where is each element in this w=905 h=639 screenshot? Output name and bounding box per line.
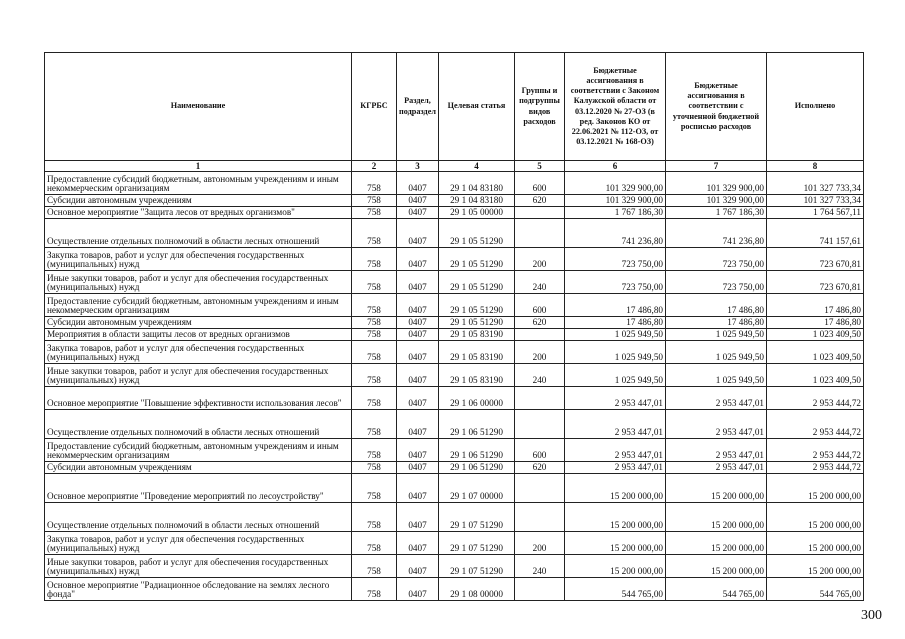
table-cell-expense-group: 240	[515, 364, 565, 387]
table-cell-section: 0407	[397, 532, 439, 555]
table-cell-refined-allocation: 17 486,80	[666, 294, 767, 317]
table-cell-expense-group: 200	[515, 532, 565, 555]
table-cell-executed: 2 953 444,72	[767, 439, 864, 462]
table-cell-target-article: 29 1 06 51290	[439, 462, 515, 474]
table-row	[45, 329, 864, 341]
table-cell-kgrbs: 758	[352, 364, 397, 387]
table-cell-kgrbs: 758	[352, 317, 397, 329]
table-cell-refined-allocation: 2 953 447,01	[666, 410, 767, 439]
table-cell-target-article: 29 1 05 51290	[439, 219, 515, 248]
table-cell-expense-group	[515, 387, 565, 410]
table-cell-refined-allocation: 1 025 949,50	[666, 329, 767, 341]
table-cell-kgrbs: 758	[352, 207, 397, 219]
table-cell-section: 0407	[397, 578, 439, 601]
table-cell-law-allocation: 17 486,80	[565, 317, 666, 329]
table-cell-section: 0407	[397, 503, 439, 532]
table-cell-target-article: 29 1 06 51290	[439, 410, 515, 439]
table-cell-executed: 741 157,61	[767, 219, 864, 248]
table-cell-executed: 1 023 409,50	[767, 329, 864, 341]
table-cell-law-allocation: 17 486,80	[565, 294, 666, 317]
table-body	[45, 161, 864, 601]
table-cell-law-allocation: 1 025 949,50	[565, 364, 666, 387]
table-cell-expense-group	[515, 503, 565, 532]
table-row	[45, 219, 864, 248]
table-row	[45, 294, 864, 317]
table-cell-refined-allocation: 1 025 949,50	[666, 341, 767, 364]
header-executed: Исполнено	[767, 53, 864, 161]
table-cell-kgrbs: 758	[352, 410, 397, 439]
table-cell-name: Мероприятия в области защиты лесов от вредных организмов	[45, 329, 352, 341]
table-row	[45, 364, 864, 387]
table-cell-kgrbs: 758	[352, 532, 397, 555]
table-cell-name: Основное мероприятие "Проведение мероприятий по лесоустройству"	[45, 474, 352, 503]
table-cell-executed: 15 200 000,00	[767, 532, 864, 555]
table-cell-executed: 1 023 409,50	[767, 341, 864, 364]
table-cell-name: Субсидии автономным учреждениям	[45, 462, 352, 474]
table-cell-kgrbs: 758	[352, 503, 397, 532]
table-cell-section: 0407	[397, 294, 439, 317]
table-cell-section: 0407	[397, 195, 439, 207]
table-cell-refined-allocation: 15 200 000,00	[666, 555, 767, 578]
table-cell-kgrbs: 758	[352, 271, 397, 294]
table-cell-expense-group	[515, 219, 565, 248]
table-cell-refined-allocation: 723 750,00	[666, 248, 767, 271]
table-row	[45, 578, 864, 601]
table-cell-target-article: 29 1 06 51290	[439, 439, 515, 462]
table-row	[45, 439, 864, 462]
table-cell-refined-allocation: 15 200 000,00	[666, 532, 767, 555]
table-cell-expense-group	[515, 410, 565, 439]
column-number: 1	[45, 161, 352, 172]
table-cell-expense-group: 600	[515, 439, 565, 462]
table-cell-name: Предоставление субсидий бюджетным, автономным учреждениям и иным некоммерческим организациям	[45, 172, 352, 195]
table-cell-executed: 101 327 733,34	[767, 172, 864, 195]
table-cell-target-article: 29 1 05 83190	[439, 341, 515, 364]
column-number: 8	[767, 161, 864, 172]
table-cell-law-allocation: 723 750,00	[565, 271, 666, 294]
table-cell-law-allocation: 2 953 447,01	[565, 462, 666, 474]
table-cell-kgrbs: 758	[352, 474, 397, 503]
column-number: 4	[439, 161, 515, 172]
table-cell-name: Субсидии автономным учреждениям	[45, 195, 352, 207]
table-cell-refined-allocation: 544 765,00	[666, 578, 767, 601]
table-cell-expense-group	[515, 207, 565, 219]
table-cell-name: Осуществление отдельных полномочий в области лесных отношений	[45, 410, 352, 439]
table-cell-section: 0407	[397, 248, 439, 271]
table-row	[45, 462, 864, 474]
table-cell-expense-group: 200	[515, 248, 565, 271]
table-cell-name: Предоставление субсидий бюджетным, автономным учреждениям и иным некоммерческим организациям	[45, 439, 352, 462]
table-row	[45, 503, 864, 532]
table-cell-section: 0407	[397, 172, 439, 195]
table-cell-kgrbs: 758	[352, 341, 397, 364]
table-cell-name: Основное мероприятие "Защита лесов от вредных организмов"	[45, 207, 352, 219]
table-cell-target-article: 29 1 05 51290	[439, 317, 515, 329]
table-cell-target-article: 29 1 07 51290	[439, 555, 515, 578]
table-cell-executed: 1 023 409,50	[767, 364, 864, 387]
header-kgrbs: КГРБС	[352, 53, 397, 161]
table-cell-executed: 15 200 000,00	[767, 503, 864, 532]
table-row	[45, 474, 864, 503]
table-cell-expense-group: 240	[515, 271, 565, 294]
table-cell-target-article: 29 1 07 00000	[439, 474, 515, 503]
table-cell-name: Иные закупки товаров, работ и услуг для обеспечения государственных (муниципальных) нужд	[45, 555, 352, 578]
table-cell-kgrbs: 758	[352, 195, 397, 207]
table-cell-kgrbs: 758	[352, 555, 397, 578]
column-number: 5	[515, 161, 565, 172]
table-row	[45, 172, 864, 195]
table-cell-target-article: 29 1 07 51290	[439, 532, 515, 555]
table-cell-law-allocation: 101 329 900,00	[565, 172, 666, 195]
table-cell-executed: 723 670,81	[767, 248, 864, 271]
table-row	[45, 248, 864, 271]
header-law-allocations: Бюджетные ассигнования в соответствии с Законом Калужской области от 03.12.2020 № 27-ОЗ (в ред. Законов КО от 22.06.2021 № 112-ОЗ, от 03.12.2021 № 168-ОЗ)	[565, 53, 666, 161]
table-row	[45, 341, 864, 364]
table-cell-target-article: 29 1 05 83190	[439, 364, 515, 387]
table-cell-name: Иные закупки товаров, работ и услуг для обеспечения государственных (муниципальных) нужд	[45, 364, 352, 387]
table-cell-law-allocation: 101 329 900,00	[565, 195, 666, 207]
budget-table	[44, 52, 864, 601]
table-cell-refined-allocation: 2 953 447,01	[666, 439, 767, 462]
table-cell-section: 0407	[397, 341, 439, 364]
table-cell-section: 0407	[397, 410, 439, 439]
table-cell-executed: 2 953 444,72	[767, 387, 864, 410]
table-cell-kgrbs: 758	[352, 439, 397, 462]
table-cell-section: 0407	[397, 317, 439, 329]
table-cell-target-article: 29 1 04 83180	[439, 195, 515, 207]
table-cell-kgrbs: 758	[352, 172, 397, 195]
table-cell-refined-allocation: 15 200 000,00	[666, 503, 767, 532]
table-cell-law-allocation: 2 953 447,01	[565, 439, 666, 462]
table-cell-executed: 15 200 000,00	[767, 474, 864, 503]
table-cell-refined-allocation: 2 953 447,01	[666, 387, 767, 410]
table-cell-expense-group	[515, 578, 565, 601]
table-cell-name: Закупка товаров, работ и услуг для обеспечения государственных (муниципальных) нужд	[45, 248, 352, 271]
table-cell-law-allocation: 1 025 949,50	[565, 341, 666, 364]
column-number-row	[45, 161, 864, 172]
table-cell-name: Иные закупки товаров, работ и услуг для обеспечения государственных (муниципальных) нужд	[45, 271, 352, 294]
table-cell-refined-allocation: 101 329 900,00	[666, 195, 767, 207]
table-cell-kgrbs: 758	[352, 387, 397, 410]
table-cell-expense-group	[515, 474, 565, 503]
table-cell-expense-group: 620	[515, 317, 565, 329]
table-row	[45, 195, 864, 207]
table-cell-target-article: 29 1 04 83180	[439, 172, 515, 195]
table-cell-name: Основное мероприятие "Повышение эффективности использования лесов"	[45, 387, 352, 410]
table-cell-section: 0407	[397, 439, 439, 462]
table-cell-law-allocation: 544 765,00	[565, 578, 666, 601]
header-name: Наименование	[45, 53, 352, 161]
table-cell-law-allocation: 15 200 000,00	[565, 503, 666, 532]
table-cell-kgrbs: 758	[352, 462, 397, 474]
table-cell-name: Осуществление отдельных полномочий в области лесных отношений	[45, 219, 352, 248]
budget-document	[44, 52, 863, 601]
table-cell-section: 0407	[397, 219, 439, 248]
table-cell-section: 0407	[397, 462, 439, 474]
table-cell-executed: 17 486,80	[767, 317, 864, 329]
header-groups: Группы и подгруппы видов расходов	[515, 53, 565, 161]
table-cell-kgrbs: 758	[352, 294, 397, 317]
table-cell-executed: 2 953 444,72	[767, 462, 864, 474]
table-row	[45, 207, 864, 219]
page-number: 300	[861, 608, 882, 623]
table-cell-executed: 2 953 444,72	[767, 410, 864, 439]
table-cell-executed: 17 486,80	[767, 294, 864, 317]
table-cell-executed: 101 327 733,34	[767, 195, 864, 207]
table-cell-name: Закупка товаров, работ и услуг для обеспечения государственных (муниципальных) нужд	[45, 532, 352, 555]
table-cell-target-article: 29 1 05 51290	[439, 248, 515, 271]
table-cell-refined-allocation: 15 200 000,00	[666, 474, 767, 503]
table-cell-law-allocation: 1 767 186,30	[565, 207, 666, 219]
header-target: Целевая статья	[439, 53, 515, 161]
table-cell-target-article: 29 1 05 51290	[439, 271, 515, 294]
column-number: 7	[666, 161, 767, 172]
table-cell-name: Осуществление отдельных полномочий в области лесных отношений	[45, 503, 352, 532]
table-cell-refined-allocation: 2 953 447,01	[666, 462, 767, 474]
table-cell-executed: 723 670,81	[767, 271, 864, 294]
table-cell-section: 0407	[397, 271, 439, 294]
table-cell-refined-allocation: 723 750,00	[666, 271, 767, 294]
table-cell-refined-allocation: 17 486,80	[666, 317, 767, 329]
header-section: Раздел, подраздел	[397, 53, 439, 161]
table-row	[45, 410, 864, 439]
table-row	[45, 555, 864, 578]
table-cell-target-article: 29 1 06 00000	[439, 387, 515, 410]
table-row	[45, 317, 864, 329]
table-cell-law-allocation: 1 025 949,50	[565, 329, 666, 341]
table-cell-law-allocation: 741 236,80	[565, 219, 666, 248]
table-cell-target-article: 29 1 05 83190	[439, 329, 515, 341]
table-cell-section: 0407	[397, 474, 439, 503]
table-cell-law-allocation: 15 200 000,00	[565, 474, 666, 503]
table-cell-executed: 544 765,00	[767, 578, 864, 601]
table-cell-name: Основное мероприятие "Радиационное обследование на землях лесного фонда"	[45, 578, 352, 601]
table-cell-expense-group: 620	[515, 462, 565, 474]
table-cell-refined-allocation: 741 236,80	[666, 219, 767, 248]
table-cell-law-allocation: 723 750,00	[565, 248, 666, 271]
table-cell-section: 0407	[397, 329, 439, 341]
table-cell-expense-group: 600	[515, 172, 565, 195]
table-cell-executed: 1 764 567,11	[767, 207, 864, 219]
table-cell-expense-group: 620	[515, 195, 565, 207]
table-cell-name: Закупка товаров, работ и услуг для обеспечения государственных (муниципальных) нужд	[45, 341, 352, 364]
table-row	[45, 532, 864, 555]
table-cell-refined-allocation: 1 767 186,30	[666, 207, 767, 219]
table-cell-target-article: 29 1 05 00000	[439, 207, 515, 219]
table-cell-kgrbs: 758	[352, 578, 397, 601]
table-cell-expense-group: 600	[515, 294, 565, 317]
table-cell-kgrbs: 758	[352, 248, 397, 271]
table-cell-section: 0407	[397, 207, 439, 219]
column-number: 3	[397, 161, 439, 172]
table-cell-kgrbs: 758	[352, 329, 397, 341]
column-number: 6	[565, 161, 666, 172]
table-cell-law-allocation: 15 200 000,00	[565, 532, 666, 555]
table-cell-name: Субсидии автономным учреждениям	[45, 317, 352, 329]
table-cell-executed: 15 200 000,00	[767, 555, 864, 578]
table-cell-law-allocation: 2 953 447,01	[565, 410, 666, 439]
table-cell-refined-allocation: 1 025 949,50	[666, 364, 767, 387]
header-refined-allocations: Бюджетные ассигнования в соответствии с уточненной бюджетной росписью расходов	[666, 53, 767, 161]
table-cell-target-article: 29 1 08 00000	[439, 578, 515, 601]
table-cell-name: Предоставление субсидий бюджетным, автономным учреждениям и иным некоммерческим организациям	[45, 294, 352, 317]
table-cell-expense-group	[515, 329, 565, 341]
table-cell-section: 0407	[397, 555, 439, 578]
table-cell-expense-group: 200	[515, 341, 565, 364]
table-cell-law-allocation: 2 953 447,01	[565, 387, 666, 410]
table-row	[45, 271, 864, 294]
table-cell-expense-group: 240	[515, 555, 565, 578]
table-cell-target-article: 29 1 07 51290	[439, 503, 515, 532]
table-cell-kgrbs: 758	[352, 219, 397, 248]
column-number: 2	[352, 161, 397, 172]
table-header	[45, 53, 864, 161]
table-cell-law-allocation: 15 200 000,00	[565, 555, 666, 578]
table-cell-section: 0407	[397, 364, 439, 387]
table-cell-target-article: 29 1 05 51290	[439, 294, 515, 317]
table-row	[45, 387, 864, 410]
table-cell-section: 0407	[397, 387, 439, 410]
table-cell-refined-allocation: 101 329 900,00	[666, 172, 767, 195]
